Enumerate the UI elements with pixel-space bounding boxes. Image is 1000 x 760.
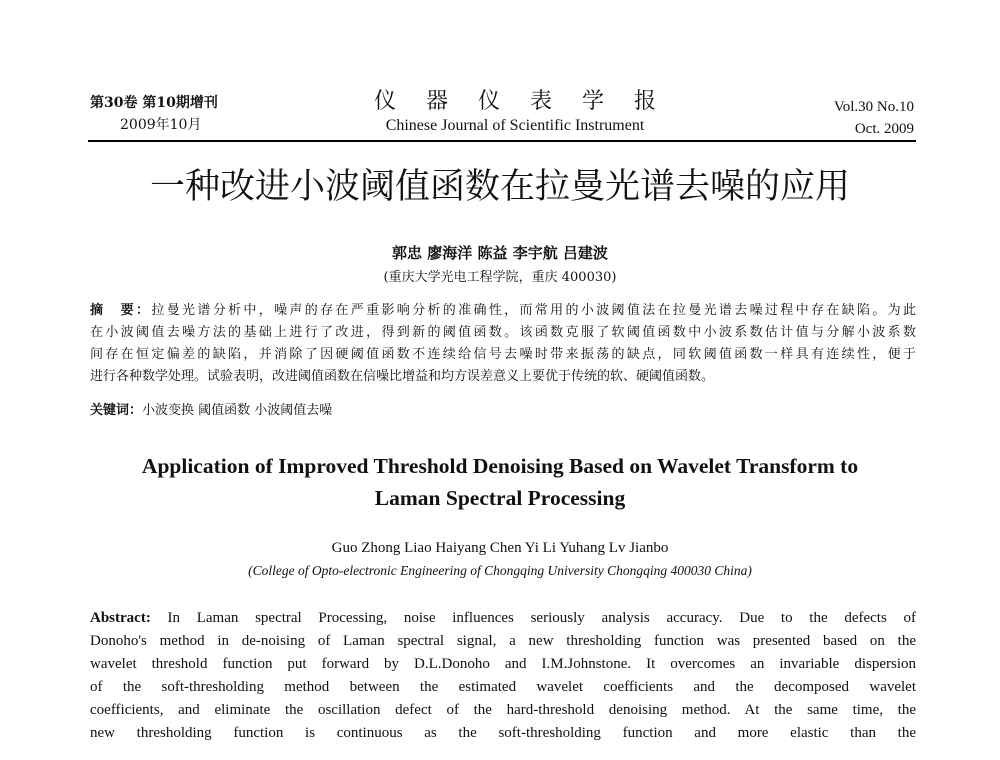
abstract-en-line: of the soft-thresholding method between the estimated wavelet coefficients and the decomposed wavelet <box>90 679 916 695</box>
affiliation-en: (College of Opto-electronic Engineering of Chongqing University Chongqing 400030 China) <box>248 563 752 578</box>
abstract-cn-line: 进行各种数学处理。试验表明，改进阈值函数在信噪比增益和均方误差意义上要优于传统的软、硬阈值函数。 <box>90 369 715 384</box>
abstract-cn-label: 摘 要： <box>90 303 152 318</box>
abstract-en-line: Abstract: In Laman spectral Processing, noise influences seriously analysis accuracy. Due to the defects of <box>90 610 916 626</box>
keywords-cn-label: 关键词： <box>90 403 143 418</box>
volume-en: Vol.30 No.10 <box>833 99 914 115</box>
paper-title-en <box>0 450 1000 514</box>
paper-title-en-line2: Laman Spectral Processing <box>374 486 626 510</box>
keywords-cn-text: 小波变换 阈值函数 小波阈值去噪 <box>142 403 333 418</box>
abstract-en <box>90 607 916 745</box>
abstract-cn-line: 在小波阈值去噪方法的基础上进行了改进，得到新的阈值函数。该函数克服了软阈值函数中小波系数估计值与分解小波系数 <box>90 325 916 340</box>
volume-issue: 第30卷 第10期增刊 <box>90 95 218 111</box>
issue-date: 2009年10月 <box>120 117 202 133</box>
paper-title-cn: 一种改进小波阈值函数在拉曼光谱去噪的应用 <box>149 167 850 207</box>
date-en: Oct. 2009 <box>854 121 914 137</box>
authors-cn: 郭忠 廖海洋 陈益 李宇航 吕建波 <box>392 244 608 262</box>
abstract-en-line: coefficients, and eliminate the oscillation defect of the hard-threshold denoising method. At the same time, the <box>90 702 916 718</box>
abstract-cn-line: 间存在恒定偏差的缺陷，并消除了因硬阈值函数不连续给信号去噪时带来振荡的缺点，同软阈值函数一样具有连续性，便于 <box>90 347 916 362</box>
abstract-cn-line: 摘 要：拉曼光谱分析中，噪声的存在严重影响分析的准确性，而常用的小波阈值法在拉曼光谱去噪过程中存在缺陷。为此 <box>90 303 916 318</box>
header-rule <box>88 140 916 142</box>
abstract-en-label: Abstract: <box>90 610 151 626</box>
journal-name-cn: 仪器仪表学报 <box>373 89 686 114</box>
journal-volume-info <box>834 96 914 140</box>
abstract-en-line: new thresholding function is continuous as the soft-thresholding function and more elastic than the <box>90 725 916 741</box>
journal-name <box>330 88 700 136</box>
affiliation-cn: (重庆大学光电工程学院，重庆 400030) <box>383 270 617 285</box>
paper-title-en-line1: Application of Improved Threshold Denoising Based on Wavelet Transform to <box>141 454 859 478</box>
keywords-cn <box>90 400 332 422</box>
journal-name-en: Chinese Journal of Scientific Instrument <box>385 117 645 134</box>
abstract-en-line: Donoho's method in de-noising of Laman spectral signal, a new thresholding function was presented based on the <box>90 633 916 649</box>
abstract-cn <box>90 300 916 388</box>
authors-en: Guo Zhong Liao Haiyang Chen Yi Li Yuhang Lv Jianbo <box>331 540 669 556</box>
abstract-en-line: wavelet threshold function put forward by D.L.Donoho and I.M.Johnstone. It overcomes an invariable dispersion <box>90 656 916 672</box>
journal-issue-info <box>90 92 218 136</box>
